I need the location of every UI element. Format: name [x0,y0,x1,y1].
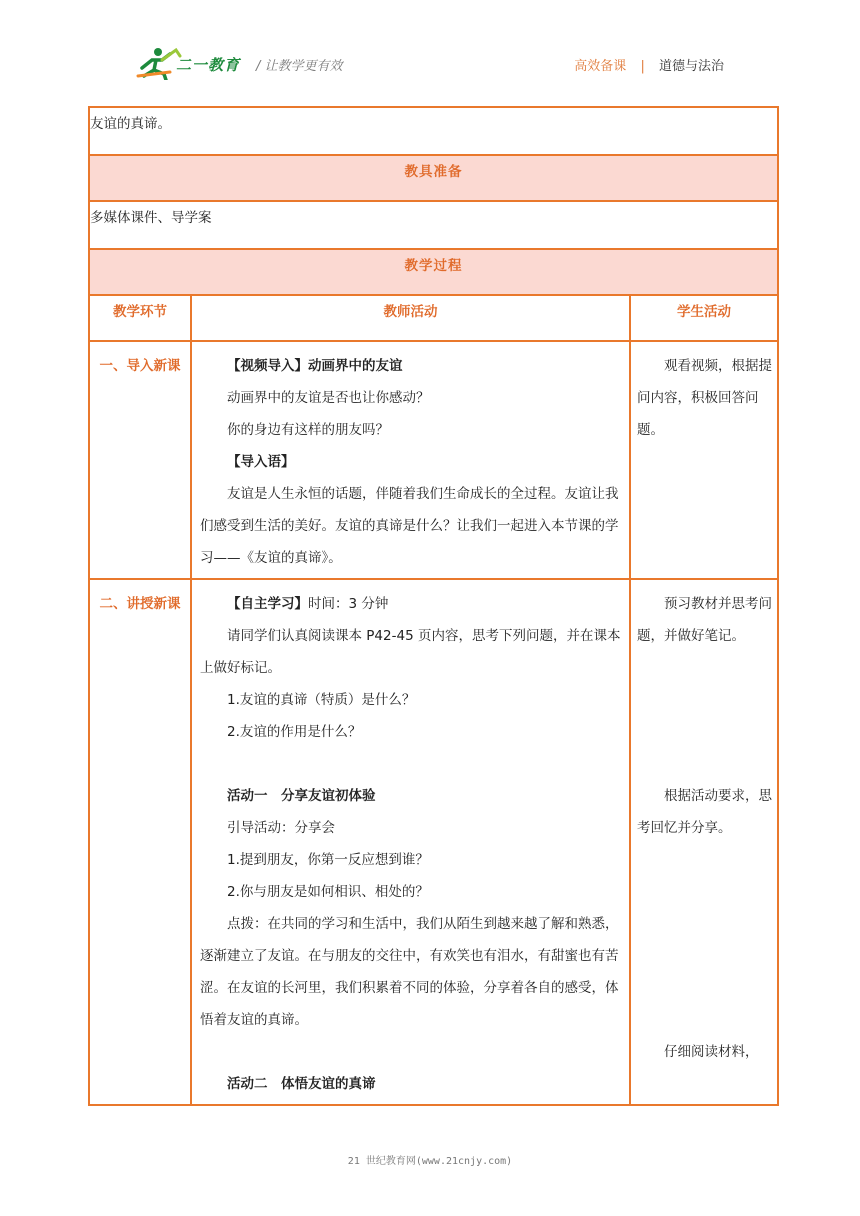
page-footer: 21 世纪教育网(www.21cnjy.com) [347,1156,513,1167]
tools-text: 多媒体课件、导学案 [89,201,778,249]
col-stage-header: 教学环节 [89,295,191,341]
objective-row [89,107,778,155]
header-separator: | [640,59,645,74]
process-title: 教学过程 [89,249,778,295]
intro-speech-text: 友谊是人生永恒的话题，伴随着我们生命成长的全过程。友谊让我们感受到生活的美好。友谊的真谛是什么？让我们一起进入本节课的学习——《友谊的真谛》。 [200,486,619,566]
reading-instruction: 请同学们认真阅读课本 P42-45 页内容，思考下列问题，并在课本上做好标记。 [200,628,621,676]
header-right [574,55,724,74]
stage-new-lesson: 二、讲授新课 [89,579,191,1105]
activity-1-question-1: 1.提到朋友，你第一反应想到谁？ [227,852,429,868]
student-activity-2-text: 仔细阅读材料， [664,1044,759,1060]
student-intro-text: 观看视频，根据提问内容，积极回答问题。 [637,358,772,438]
tools-title: 教具准备 [89,155,778,201]
video-title: 【视频导入】动画界中的友谊 [227,358,403,374]
activity-1-point: 点拨：在共同的学习和生活中，我们从陌生到越来越了解和熟悉，逐渐建立了友谊。在与朋友的交往中，有欢笑也有泪水，有甜蜜也有苦涩。在友谊的长河里，我们积累着不同的体验，分享着各自的感受，体悟着友谊的真谛。 [200,916,619,1028]
teacher-new-lesson [191,579,630,1105]
self-study-title: 【自主学习】 [227,596,308,612]
self-study-time: 时间：3 分钟 [308,596,389,612]
col-student-header: 学生活动 [630,295,778,341]
activity-1-question-2: 2.你与朋友是如何相识、相处的？ [227,884,429,900]
subject-label: 道德与法治 [658,59,724,74]
activity-2-title: 活动二 体悟友谊的真谛 [227,1076,376,1092]
teacher-intro [191,341,630,579]
intro-question-2: 你的身边有这样的朋友吗？ [227,422,389,438]
activity-1-title: 活动一 分享友谊初体验 [227,788,376,804]
objective-text: 友谊的真谛。 [89,107,778,155]
col-teacher-header: 教师活动 [191,295,630,341]
slogan: / 让教学更有效 [256,59,343,74]
activity-1-guide: 引导活动：分享会 [227,820,335,836]
student-new-lesson [630,579,778,1105]
student-activity-1-text: 根据活动要求，思考回忆并分享。 [637,788,772,836]
intro-speech-title: 【导入语】 [227,454,295,470]
study-question-1: 1.友谊的真谛（特质）是什么？ [227,692,416,708]
tools-title-row [89,155,778,201]
stage-intro: 一、导入新课 [89,341,191,579]
study-question-2: 2.友谊的作用是什么？ [227,724,362,740]
category-label: 高效备课 [574,59,627,74]
lesson-plan-table [88,106,779,1106]
self-study-line [200,588,623,620]
student-intro [630,341,778,579]
intro-question-1: 动画界中的友谊是否也让你感动？ [227,390,430,406]
process-title-row [89,249,778,295]
student-preview-text: 预习教材并思考问题，并做好笔记。 [637,596,772,644]
column-header-row [89,295,778,341]
tools-row [89,201,778,249]
section-intro-row [89,341,778,579]
section-new-lesson-row [89,579,778,1105]
page-header [0,0,860,95]
logo-text: 二一教育 [176,56,241,74]
